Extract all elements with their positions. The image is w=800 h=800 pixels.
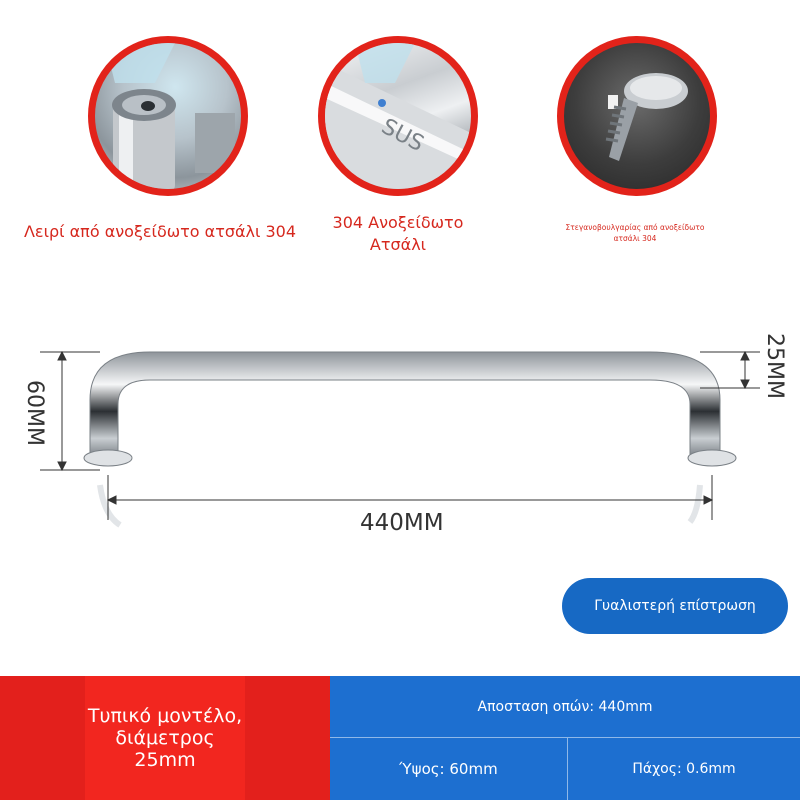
detail-circle-screw (557, 36, 717, 196)
tube-image (325, 43, 471, 189)
polished-finish-button[interactable]: Γυαλιστερή επίστρωση (562, 578, 788, 634)
caption-screw: Στεγανοβουλγαρίας από ανοξείδωτο ατσάλι 304 (565, 223, 705, 243)
engraving-text: SUS (377, 114, 428, 157)
spec-model-text: Τυπικό μοντέλο, διάμετρος 25mm (85, 676, 245, 800)
detail-circle-tube (318, 36, 478, 196)
caption-tube: 304 Ανοξείδωτο Ατσάλι (332, 213, 464, 254)
spec-table (330, 676, 800, 800)
right-foot (688, 450, 736, 466)
spec-thickness: Πάχος: 0.6mm (632, 761, 736, 777)
dimension-diameter-label: 25MM (762, 333, 787, 399)
dimension-height-label: 60MM (22, 380, 47, 446)
screw-image (564, 43, 710, 189)
dimension-length-label: 440MM (360, 510, 444, 536)
flange-image (95, 43, 241, 189)
bar-body (90, 352, 720, 460)
caption-flange: Λειρί από ανοξείδωτο ατσάλι 304 (23, 222, 297, 241)
left-foot (84, 450, 132, 466)
detail-circle-flange (88, 36, 248, 196)
spec-height: Ύψος: 60mm (330, 738, 568, 800)
spec-hole-distance: Αποσταση οπών: 440mm (330, 676, 800, 738)
spec-model-panel (0, 676, 330, 800)
